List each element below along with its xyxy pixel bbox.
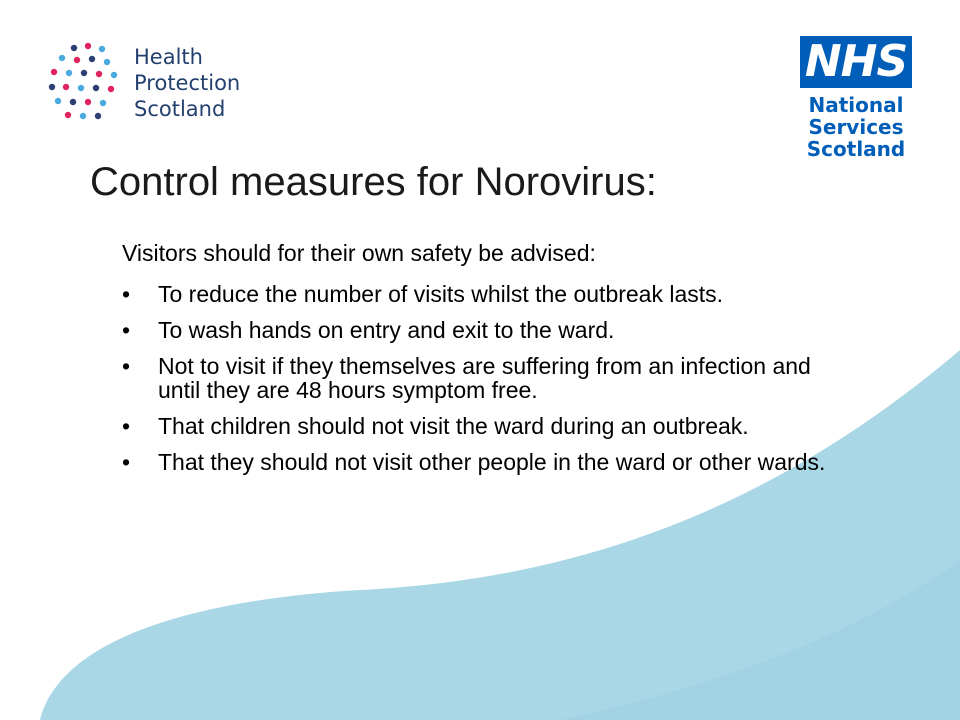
bullet-text: That children should not visit the ward during an outbreak. — [158, 413, 749, 439]
intro-text: Visitors should for their own safety be advised: — [122, 240, 596, 266]
bullet-icon: • — [122, 413, 131, 439]
list-item — [122, 318, 842, 342]
hps-wordmark — [134, 44, 240, 122]
hps-logo — [44, 40, 274, 130]
nhs-logo — [794, 36, 924, 176]
bullet-text: That they should not visit other people in the ward or other wards. — [158, 449, 826, 475]
hps-dots-icon — [44, 40, 128, 124]
hps-line-2: Protection — [134, 71, 241, 95]
slide-title: Control measures for Norovirus: — [90, 160, 657, 204]
list-item — [122, 282, 842, 306]
nhs-line-2: Services — [808, 115, 904, 139]
bullet-text: Not to visit if they themselves are suffering from an infection and until they are 48 hours symptom free. — [158, 353, 811, 403]
bullet-icon: • — [122, 317, 131, 343]
nhs-line-3: Scotland — [806, 137, 906, 161]
bullet-text: To wash hands on entry and exit to the ward. — [158, 317, 615, 343]
nhs-line-1: National — [808, 93, 904, 117]
bullet-icon: • — [122, 449, 131, 475]
bullet-text: To reduce the number of visits whilst the outbreak lasts. — [158, 281, 724, 307]
nhs-subtitle — [794, 94, 918, 160]
list-item — [122, 450, 842, 474]
list-item — [122, 354, 842, 402]
bullet-list — [122, 282, 842, 486]
hps-line-3: Scotland — [134, 97, 226, 121]
hps-line-1: Health — [134, 45, 203, 69]
list-item — [122, 414, 842, 438]
bullet-icon: • — [122, 281, 131, 307]
nhs-badge: NHS — [800, 36, 912, 88]
bullet-icon: • — [122, 353, 131, 379]
